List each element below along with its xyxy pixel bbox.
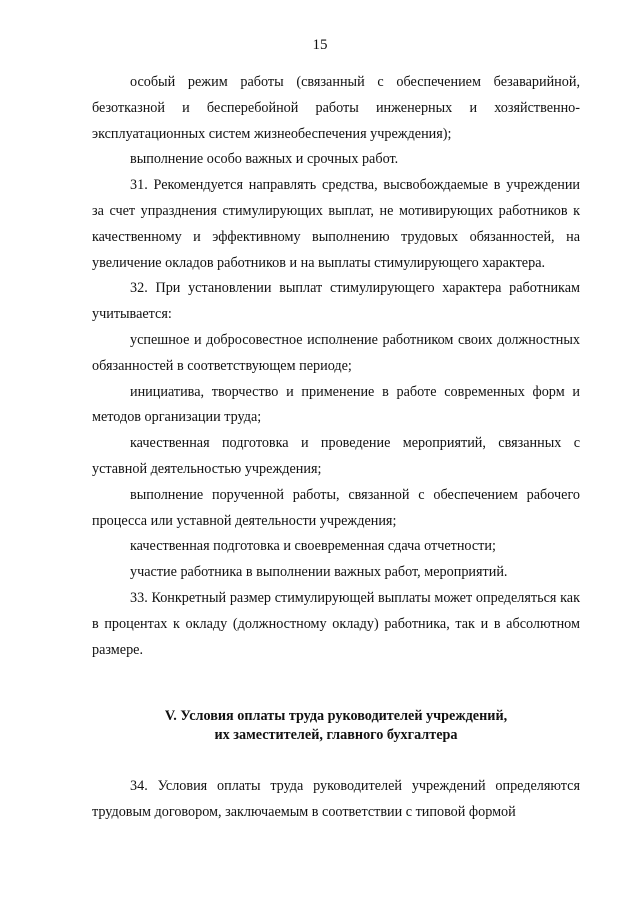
paragraph-events-preparation: качественная подготовка и проведение мероприятий, связанных с уставной деятельностью учреждения; [92,435,580,477]
section-heading-line-1: V. Условия оплаты труда руководителей учреждений, [164,708,508,725]
paragraph-special-work-regime: особый режим работы (связанный с обеспечением безаварийной, безотказной и бесперебойной работы инженерных и хозяйственно-эксплуатационных систем жизнеобеспечения учреждения); [92,74,580,142]
section-heading [92,707,580,745]
paragraph-clause-31: 31. Рекомендуется направлять средства, высвобождаемые в учреждении за счет упразднения стимулирующих выплат, не мотивирующих работников к качественному и эффективному выполнению трудовых обязанностей, на увеличение окладов работников и на выплаты стимулирующего характера. [92,177,580,271]
paragraph-diligent-performance: успешное и добросовестное исполнение работником своих должностных обязанностей в соответствующем периоде; [92,331,580,374]
section-heading-line-2: их заместителей, главного бухгалтера [214,727,458,744]
paragraph-important-work: участие работника в выполнении важных работ, мероприятий. [130,564,508,581]
paragraph-reporting: качественная подготовка и своевременная сдача отчетности; [130,538,496,555]
paragraph-urgent-work: выполнение особо важных и срочных работ. [130,151,399,168]
document-body [92,70,580,826]
paragraph-initiative: инициатива, творчество и применение в работе современных форм и методов организации труда; [92,383,580,426]
paragraph-clause-32: 32. При установлении выплат стимулирующего характера работникам учитывается: [92,280,580,323]
page-number: 15 [312,37,328,53]
paragraph-clause-34: 34. Условия оплаты труда руководителей учреждений определяются трудовым договором, заключаемым в соответствии с типовой формой [92,778,580,821]
paragraph-assigned-work: выполнение порученной работы, связанной с обеспечением рабочего процесса или уставной деятельности учреждения; [92,486,580,529]
paragraph-clause-33: 33. Конкретный размер стимулирующей выплаты может определяться как в процентах к окладу (должностному окладу) работника, так и в абсолютном размере. [92,589,580,658]
